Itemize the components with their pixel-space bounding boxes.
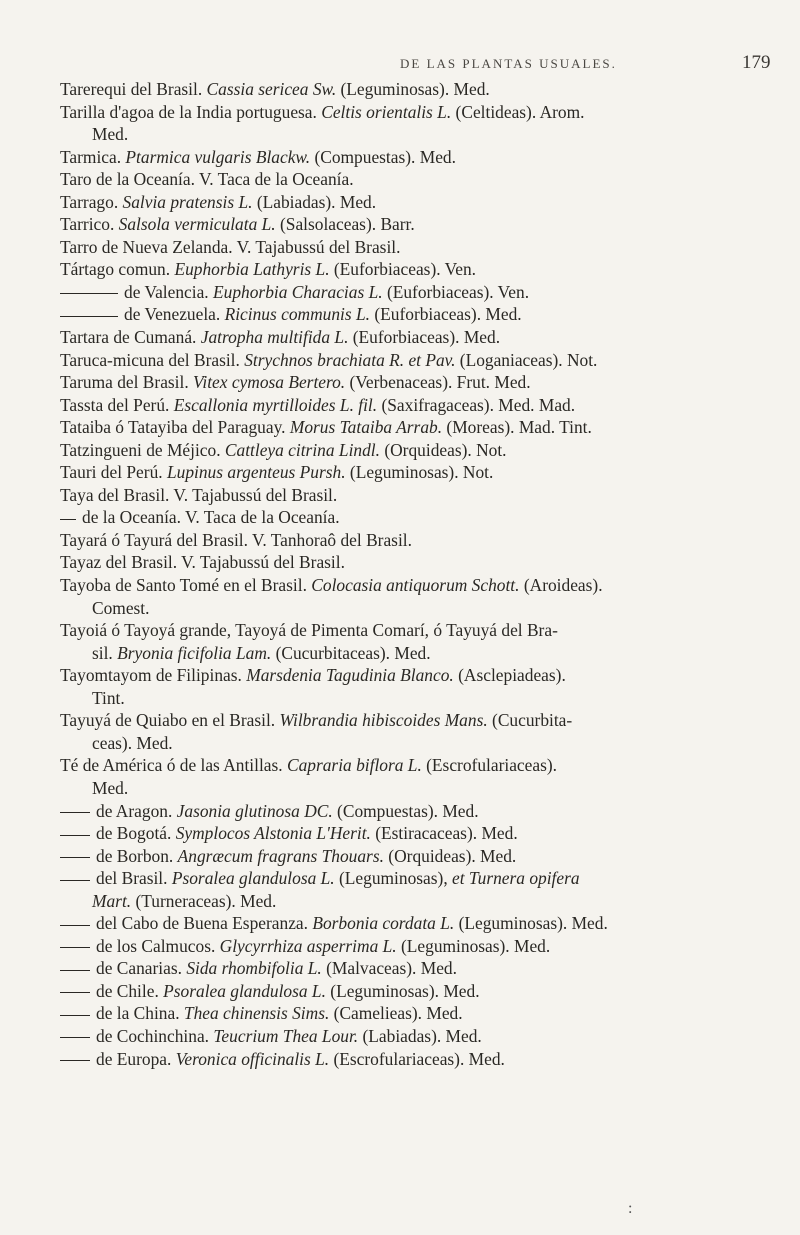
species-name: Euphorbia Characias L. <box>213 281 383 302</box>
ditto-dash <box>60 1015 90 1016</box>
family-and-use: (Turneraceas). Med. <box>131 890 277 911</box>
entry-continuation <box>60 732 772 755</box>
common-name: Tauri del Perú. <box>60 462 167 483</box>
common-name: Tayaz del Brasil. V. Tajabussú del Brasil. <box>60 552 345 573</box>
common-name: Tarrico. <box>60 214 119 235</box>
entry-continuation <box>60 890 772 913</box>
common-name: Taro de la Oceanía. V. Taca de la Oceanía. <box>60 169 354 190</box>
family-and-use: (Orquideas). Med. <box>383 845 517 866</box>
entry <box>60 236 772 259</box>
entry <box>60 822 772 845</box>
entry-continuation <box>60 123 772 146</box>
family-and-use: (Malvaceas). Med. <box>321 958 457 979</box>
entry <box>60 957 772 980</box>
common-name: Tarro de Nueva Zelanda. V. Tajabussú del Brasil. <box>60 236 401 257</box>
entry <box>60 619 772 664</box>
entry <box>60 484 772 507</box>
entry <box>60 461 772 484</box>
species-name: Borbonia cordata L. <box>312 913 455 934</box>
common-name: Tataiba ó Tatayiba del Paraguay. <box>60 417 290 438</box>
ditto-dash <box>60 947 90 948</box>
entry <box>60 78 772 101</box>
entry-continuation <box>60 687 772 710</box>
common-name: del Brasil. <box>96 868 172 889</box>
entry <box>60 912 772 935</box>
species-name: Thea chinensis Sims. <box>183 1003 330 1024</box>
common-name: de Canarias. <box>96 958 187 979</box>
entry <box>60 213 772 236</box>
running-head: DE LAS PLANTAS USUALES. <box>400 56 617 71</box>
common-name: Tayomtayom de Filipinas. <box>60 665 247 686</box>
common-name: Tassta del Perú. <box>60 394 174 415</box>
species-name: Wilbrandia hibiscoides Mans. <box>279 710 488 731</box>
common-name: de Chile. <box>96 980 164 1001</box>
entry <box>60 754 772 799</box>
common-name: sil. <box>92 642 118 663</box>
ditto-dash <box>60 519 76 520</box>
entry-list <box>60 78 772 1070</box>
entry <box>60 529 772 552</box>
common-name: Tártago comun. <box>60 259 175 280</box>
species-name: Glycyrrhiza asperrima L. <box>219 935 397 956</box>
species-name: Marsdenia Tagudinia Blanco. <box>246 665 454 686</box>
common-name: Tayoba de Santo Tomé en el Brasil. <box>60 575 312 596</box>
common-name: de Valencia. <box>124 281 214 302</box>
species-name: Jatropha multifida L. <box>200 327 349 348</box>
species-name: Psoralea glandulosa L. <box>171 868 335 889</box>
family-and-use: (Leguminosas). Med. <box>454 913 608 934</box>
entry <box>60 191 772 214</box>
species-name: Cattleya citrina Lindl. <box>224 439 380 460</box>
species-name: Symplocos Alstonia L'Herit. <box>175 823 371 844</box>
species-name: Ricinus communis L. <box>224 304 370 325</box>
continuation-text: ceas). Med. <box>92 732 173 753</box>
species-name: Lupinus argenteus Pursh. <box>166 462 346 483</box>
species-name: Psoralea glandulosa L. <box>163 980 326 1001</box>
entry <box>60 326 772 349</box>
common-name: Tarrago. <box>60 191 123 212</box>
family-and-use: (Cucurbitaceas). Med. <box>271 642 431 663</box>
family-and-use: (Aroideas). <box>519 575 603 596</box>
family-and-use: (Moreas). Mad. Tint. <box>442 417 592 438</box>
species-name: Vitex cymosa Bertero. <box>193 372 346 393</box>
family-and-use: (Compuestas). Med. <box>332 800 479 821</box>
family-and-use: (Celtideas). Arom. <box>451 101 585 122</box>
entry <box>60 709 772 754</box>
entry <box>60 1048 772 1071</box>
common-name: Tarerequi del Brasil. <box>60 79 207 99</box>
family-and-use: (Leguminosas). Not. <box>345 462 494 483</box>
entry <box>60 506 772 529</box>
family-and-use: (Labiadas). Med. <box>358 1025 482 1046</box>
entry <box>60 1002 772 1025</box>
entry <box>60 867 772 912</box>
species-name: Cassia sericea Sw. <box>206 79 337 99</box>
family-and-use: (Labiadas). Med. <box>252 191 377 212</box>
species-name: Veronica officinalis L. <box>175 1048 330 1069</box>
ditto-dash <box>60 925 90 926</box>
common-name: Tartara de Cumaná. <box>60 327 201 348</box>
entry <box>60 349 772 372</box>
family-and-use: (Escrofulariaceas). Med. <box>329 1048 505 1069</box>
family-and-use: (Leguminosas). Med. <box>325 980 480 1001</box>
family-and-use: (Cucurbita- <box>487 710 573 731</box>
common-name: de los Calmucos. <box>96 935 220 956</box>
common-name: de Venezuela. <box>124 304 225 325</box>
common-name: Tatzingueni de Méjico. <box>60 439 225 460</box>
species-name: Mart. <box>92 890 132 911</box>
family-and-use: (Salsolaceas). Barr. <box>275 214 415 235</box>
family-and-use: (Euforbiaceas). Ven. <box>382 281 530 302</box>
species-name: Euphorbia Lathyris L. <box>174 259 330 280</box>
ditto-dash <box>60 1060 90 1061</box>
entry <box>60 258 772 281</box>
common-name: Taya del Brasil. V. Tajabussú del Brasil. <box>60 484 338 505</box>
continuation-text: Med. <box>92 777 129 798</box>
common-name: de la Oceanía. V. Taca de la Oceanía. <box>82 507 340 528</box>
entry <box>60 281 772 304</box>
species-name: Salvia pratensis L. <box>122 191 253 212</box>
entry <box>60 101 772 146</box>
species-name: Ptarmica vulgaris Blackw. <box>125 146 311 167</box>
entry <box>60 574 772 619</box>
common-name: Taruma del Brasil. <box>60 372 194 393</box>
species-name: Escallonia myrtilloides L. fil. <box>173 394 378 415</box>
entry <box>60 416 772 439</box>
species-name: Teucrium Thea Lour. <box>213 1025 359 1046</box>
species-name: Bryonia ficifolia Lam. <box>117 642 272 663</box>
ditto-dash <box>60 835 90 836</box>
common-name: Té de América ó de las Antillas. <box>60 755 287 776</box>
family-and-use: (Camelieas). Med. <box>329 1003 463 1024</box>
family-and-use: (Leguminosas). Med. <box>396 935 551 956</box>
common-name: de Europa. <box>96 1048 176 1069</box>
species-name: Jasonia glutinosa DC. <box>176 800 333 821</box>
entry-continuation <box>60 642 772 665</box>
ditto-dash <box>60 880 90 881</box>
entry <box>60 394 772 417</box>
species-name: Capraria biflora L. <box>286 755 422 776</box>
common-name: Taruca-micuna del Brasil. <box>60 349 245 370</box>
entry <box>60 1025 772 1048</box>
ditto-dash <box>60 293 118 294</box>
page-number: 179 <box>742 52 771 73</box>
family-and-use: (Saxifragaceas). Med. Mad. <box>377 394 576 415</box>
family-and-use: (Euforbiaceas). Ven. <box>329 259 477 280</box>
common-name: Tayuyá de Quiabo en el Brasil. <box>60 710 280 731</box>
family-and-use: (Estiracaceas). Med. <box>370 823 518 844</box>
entry <box>60 800 772 823</box>
family-and-use: (Leguminosas), <box>334 868 453 889</box>
common-name: de la China. <box>96 1003 184 1024</box>
ditto-dash <box>60 316 118 317</box>
ditto-dash <box>60 812 90 813</box>
entry <box>60 935 772 958</box>
family-and-use: (Asclepiadeas). <box>453 665 566 686</box>
ditto-dash <box>60 992 90 993</box>
continuation-text: Tint. <box>92 687 125 708</box>
common-name: Tarmica. <box>60 146 126 167</box>
entry <box>60 146 772 169</box>
entry <box>60 980 772 1003</box>
family-and-use: (Compuestas). Med. <box>310 146 456 167</box>
entry-continuation <box>60 777 772 800</box>
entry <box>60 303 772 326</box>
entry-continuation <box>60 597 772 620</box>
ditto-dash <box>60 970 90 971</box>
entry <box>60 664 772 709</box>
species-name: Salsola vermiculata L. <box>118 214 276 235</box>
entry <box>60 439 772 462</box>
species-name: Morus Tataiba Arrab. <box>289 417 443 438</box>
family-and-use: (Orquideas). Not. <box>379 439 507 460</box>
family-and-use: (Leguminosas). Med. <box>336 79 490 99</box>
ditto-dash <box>60 857 90 858</box>
common-name: Tayoiá ó Tayoyá grande, Tayoyá de Pimenta Comarí, ó Tayuyá del Bra- <box>60 620 558 641</box>
common-name: Tayará ó Tayurá del Brasil. V. Tanhoraô del Brasil. <box>60 529 412 550</box>
species-name: et Turnera opifera <box>452 868 580 889</box>
species-name: Colocasia antiquorum Schott. <box>311 575 520 596</box>
common-name: de Aragon. <box>96 800 177 821</box>
family-and-use: (Euforbiaceas). Med. <box>348 327 501 348</box>
species-name: Angræcum fragrans Thouars. <box>177 845 384 866</box>
footer-mark: : <box>628 1200 633 1217</box>
species-name: Strychnos brachiata R. et Pav. <box>244 349 456 370</box>
common-name: Tarilla d'agoa de la India portuguesa. <box>60 101 322 122</box>
family-and-use: (Escrofulariaceas). <box>421 755 557 776</box>
common-name: del Cabo de Buena Esperanza. <box>96 913 313 934</box>
species-name: Celtis orientalis L. <box>321 101 452 122</box>
entry <box>60 371 772 394</box>
species-name: Sida rhombifolia L. <box>186 958 322 979</box>
entry <box>60 845 772 868</box>
continuation-text: Comest. <box>92 597 150 618</box>
entry <box>60 168 772 191</box>
ditto-dash <box>60 1037 90 1038</box>
continuation-text: Med. <box>92 124 129 145</box>
common-name: de Bogotá. <box>96 823 176 844</box>
family-and-use: (Euforbiaceas). Med. <box>370 304 522 325</box>
common-name: de Borbon. <box>96 845 178 866</box>
entry <box>60 551 772 574</box>
family-and-use: (Verbenaceas). Frut. Med. <box>345 372 531 393</box>
common-name: de Cochinchina. <box>96 1025 214 1046</box>
family-and-use: (Loganiaceas). Not. <box>455 349 598 370</box>
